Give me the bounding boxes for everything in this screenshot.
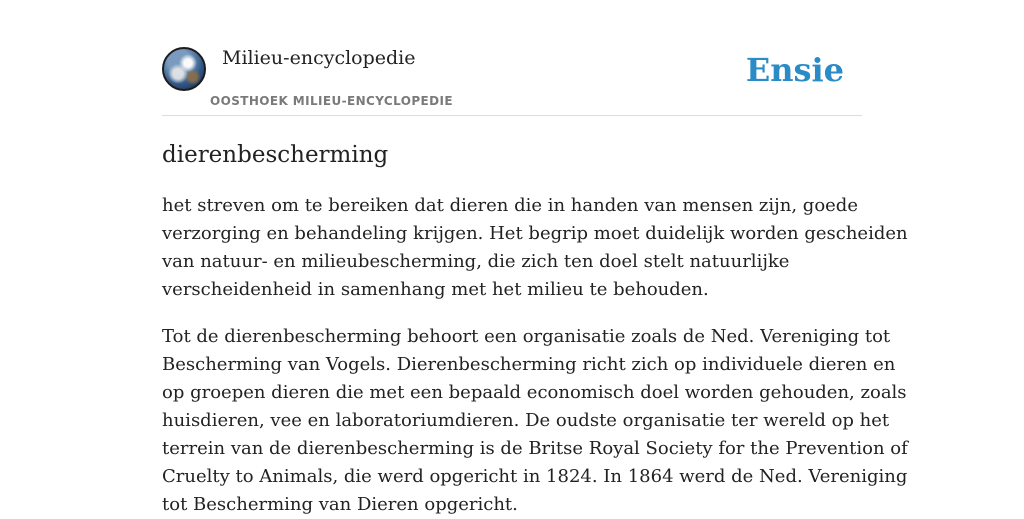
earth-globe-icon[interactable] [162, 47, 206, 91]
brand-logo[interactable]: Ensie [745, 51, 844, 89]
article-paragraph [162, 192, 908, 304]
paragraph-line: Bescherming van Vogels. Dierenbescherming richt zich op individuele dieren en [162, 354, 896, 375]
paragraph-line: van natuur- en milieubescherming, die zich ten doel stelt natuurlijke [162, 251, 790, 272]
paragraph-line: tot Bescherming van Dieren opgericht. [162, 494, 518, 515]
site-subtitle[interactable]: OOSTHOEK MILIEU-ENCYCLOPEDIE [210, 94, 453, 108]
paragraph-line: huisdieren, vee en laboratoriumdieren. De oudste organisatie ter wereld op het [162, 410, 890, 431]
paragraph-line: verscheidenheid in samenhang met het milieu te behouden. [162, 279, 709, 300]
site-title[interactable]: Milieu-encyclopedie [222, 47, 416, 69]
article-paragraph [162, 323, 908, 519]
paragraph-line: het streven om te bereiken dat dieren die in handen van mensen zijn, goede [162, 195, 858, 216]
paragraph-line: Cruelty to Animals, die werd opgericht in 1824. In 1864 werd de Ned. Vereniging [162, 466, 908, 487]
header-divider [162, 115, 862, 116]
paragraph-line: verzorging en behandeling krijgen. Het begrip moet duidelijk worden gescheiden [162, 223, 908, 244]
paragraph-line: Tot de dierenbescherming behoort een organisatie zoals de Ned. Vereniging tot [162, 326, 891, 347]
page [162, 0, 908, 515]
paragraph-line: op groepen dieren die met een bepaald economisch doel worden gehouden, zoals [162, 382, 907, 403]
article-title: dierenbescherming [162, 142, 389, 168]
paragraph-line: terrein van de dierenbescherming is de Britse Royal Society for the Prevention of [162, 438, 908, 459]
